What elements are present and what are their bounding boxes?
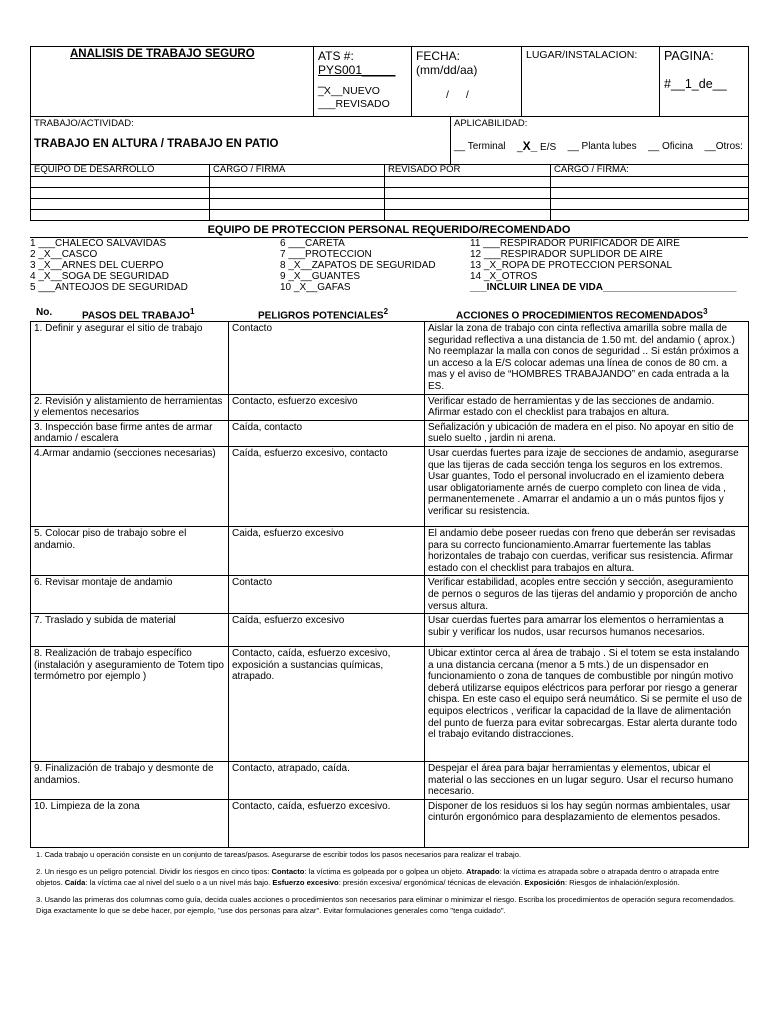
ppe-item: 5 ___ANTEOJOS DE SEGURIDAD: [30, 282, 188, 293]
header-acciones-text: ACCIONES O PROCEDIMIENTOS RECOMENDADOS: [456, 310, 704, 322]
step-action: Despejar el área para bajar herramientas y elementos, ubicar el material o las secciones en un lugar seguro. Usar el recurso humano necesario.: [425, 762, 749, 800]
ppe-item: 11 ___RESPIRADOR PURIFICADOR DE AIRE: [470, 238, 680, 249]
footnote-2-text: 2. Un riesgo es un peligro potencial. Dividir los riesgos en cinco tipos:: [36, 867, 272, 877]
header-acciones-sup: 3: [703, 307, 708, 316]
header-peligros-text: PELIGROS POTENCIALES: [258, 310, 384, 322]
step-row: [31, 394, 749, 420]
footnote-2-term: Atrapado: [466, 867, 500, 877]
ppe-item: 4 _X__SOGA DE SEGURIDAD: [30, 271, 169, 282]
fecha-format: (mm/dd/aa): [416, 63, 478, 77]
step-description: 2. Revisión y alistamiento de herramientas y elementos necesarios: [31, 394, 229, 420]
step-description: 3. Inspección base firme antes de armar andamio / escalera: [31, 420, 229, 446]
ppe-item: 12 ___RESPIRADOR SUPLIDOR DE AIRE: [470, 249, 663, 260]
footnote-2-text: : presión excesiva/ ergonómica/ técnicas de elevación.: [338, 877, 525, 887]
step-hazard: Caída, esfuerzo excesivo, contacto: [229, 446, 425, 526]
step-action: Disponer de los residuos si los hay según normas ambientales, usar cinturón ergonómico para desplazamiento de elementos pesados.: [425, 799, 749, 847]
step-hazard: Contacto: [229, 322, 425, 395]
step-description: 1. Definir y asegurar el sitio de trabajo: [31, 322, 229, 395]
step-action: Ubicar extintor cerca al área de trabajo . Si el totem se esta instalando a una distancia cercana (menor a 5 mts.) de un dispensador en funcionamiento o zona de tanques de combustible por ningún motivo deberá utilizarse equipos eléctricos para perforar por riesgo a generar chispa. En este caso el equipo será neumático. Si se permite el uso de equipos electricos , verificar la capacidad de la llave de alimentación del punto de fuerza para evitar sobrecargas. Estar alerta durante todo el trabajo evitando distracciones.: [425, 647, 749, 762]
step-row: [31, 576, 749, 614]
step-description: 4.Armar andamio (secciones necesarias): [31, 446, 229, 526]
ppe-item: 7 ___PROTECCION: [280, 249, 372, 260]
step-description: 9. Finalización de trabajo y desmonte de andamios.: [31, 762, 229, 800]
ats-label: ATS #:: [318, 49, 354, 63]
ppe-list: [30, 237, 748, 293]
ppe-item: 1 ___CHALECO SALVAVIDAS: [30, 238, 167, 249]
fecha-label: FECHA:: [416, 49, 461, 63]
pagina-label: PAGINA:: [664, 49, 714, 63]
pagina-cell: [660, 47, 749, 117]
footnote-2-text: : Riesgos de inhalación/explosión.: [564, 877, 680, 887]
steps-header: [30, 307, 748, 321]
step-description: 5. Colocar piso de trabajo sobre el andamio.: [31, 526, 229, 575]
step-hazard: Caida, esfuerzo excesivo: [229, 526, 425, 575]
footnote-2-term: Contacto: [271, 867, 305, 877]
step-action: Aislar la zona de trabajo con cinta reflectiva amarilla sobre malla de seguridad reflectiva a una distancia de 1.50 mt. del andamio ( aprox.) No reemplazar la malla con conos de seguridad .. Si están próximos a un acceso a la E/S colocar ademas una línea de conos de 80 cm. a mas y el aviso de “HOMBRES TRABAJANDO” en cada entrada a la ES.: [425, 322, 749, 395]
lugar-label: LUGAR/INSTALACION:: [526, 49, 638, 61]
team-cell[interactable]: [385, 177, 551, 188]
pagina-number: #__1_de__: [664, 77, 727, 91]
steps-header-peligros: [230, 307, 430, 321]
step-action: Verificar estabilidad, acoples entre sección y sección, aseguramiento de pernos o seguros de las tijeras del andamio y proporción de ancho versus altura.: [425, 576, 749, 614]
title-cell: [31, 47, 314, 117]
step-hazard: Contacto, atrapado, caída.: [229, 762, 425, 800]
ppe-item: 6 ___CARETA: [280, 238, 345, 249]
option-terminal: __ Terminal: [454, 140, 506, 152]
team-table: [30, 165, 749, 222]
team-row: [31, 210, 749, 221]
team-cell[interactable]: [210, 199, 385, 210]
document-title: ANALISIS DE TRABAJO SEGURO: [70, 48, 255, 60]
team-header-equipo: EQUIPO DE DESARROLLO: [31, 165, 210, 177]
step-row: [31, 647, 749, 762]
footnote-1: 1. Cada trabajo u operación consiste en un conjunto de tareas/pasos. Asegurarse de escribir todos los pasos necesarios para realizar el trabajo.: [36, 850, 522, 859]
activity-cell: [31, 117, 451, 164]
step-row: [31, 614, 749, 647]
fecha-value: / /: [446, 89, 469, 101]
ppe-item: 10 _X__GAFAS: [280, 282, 351, 293]
ats-number: PYS001_____: [318, 63, 396, 77]
team-cell[interactable]: [31, 188, 210, 199]
header-pasos-sup: 1: [189, 307, 195, 316]
step-hazard: Contacto, caída, esfuerzo excesivo.: [229, 799, 425, 847]
footnote-2-text: : la víctima es golpeada por o golpea un objeto.: [304, 867, 467, 877]
header-pasos-text: PASOS DEL TRABAJO: [82, 310, 190, 322]
team-row: [31, 177, 749, 188]
step-hazard: Caída, esfuerzo excesivo: [229, 614, 425, 647]
option-es-mark: X_: [522, 138, 538, 153]
step-action: El andamio debe poseer ruedas con freno que deberán ser revisadas para su correcto funcionamiento.Amarrar fuertemente las tablas horizontales de trabajo con cuerdas, verificar sus resistencia. Afirmar estado con el checklist para trabajos en altura.: [425, 526, 749, 575]
option-es: [517, 138, 557, 154]
team-cell[interactable]: [551, 210, 749, 221]
team-cell[interactable]: [551, 177, 749, 188]
header-peligros-sup: 2: [383, 307, 389, 316]
ppe-column-1: [30, 238, 280, 293]
step-action: Verificar estado de herramientas y de las secciones de andamio. Afirmar estado con el checklist para trabajos en altura.: [425, 394, 749, 420]
team-cell[interactable]: [210, 188, 385, 199]
header-pasos: [82, 307, 194, 321]
team-row: [31, 199, 749, 210]
lugar-cell: [522, 47, 660, 117]
step-hazard: Caída, contacto: [229, 420, 425, 446]
team-header-cargo: CARGO / FIRMA: [210, 165, 385, 177]
step-description: 7. Traslado y subida de material: [31, 614, 229, 647]
team-cell[interactable]: [31, 210, 210, 221]
team-cell[interactable]: [385, 210, 551, 221]
team-header-revisado: REVISADO POR: [385, 165, 551, 177]
footnote-2-term: Caída: [64, 877, 86, 887]
header-no: No.: [36, 307, 53, 318]
step-row: [31, 799, 749, 847]
footnotes: [36, 850, 736, 923]
fecha-cell: [412, 47, 522, 117]
step-action: Usar cuerdas fuertes para amarrar los elementos o herramientas a subir y verificar los nudos, usar recursos humanos necesarios.: [425, 614, 749, 647]
ats-form: [30, 46, 748, 848]
team-cell[interactable]: [210, 177, 385, 188]
step-description: 8. Realización de trabajo específico (instalación y aseguramiento de Totem tipo termómetro por ejemplo ): [31, 647, 229, 762]
step-description: 10. Limpieza de la zona: [31, 799, 229, 847]
team-cell[interactable]: [551, 199, 749, 210]
step-hazard: Contacto, caída, esfuerzo excesivo, exposición a sustancias químicas, atrapado.: [229, 647, 425, 762]
activity-section: [30, 117, 749, 165]
option-es-label: E/S: [540, 141, 557, 153]
ats-cell: [314, 47, 412, 117]
ats-nuevo: _X__NUEVO: [318, 85, 380, 97]
form-header: [30, 46, 749, 117]
step-row: [31, 446, 749, 526]
step-hazard: Contacto, esfuerzo excesivo: [229, 394, 425, 420]
team-cell[interactable]: [551, 188, 749, 199]
step-action: Usar cuerdas fuertes para izaje de secciones de andamio, asegurarse que las tijeras de cada sección tenga los seguros en los extremos. Usar guantes, Todo el personal involucrado en el izamiento debera usar obligatoriamente arnés de cuerpo completo con linea de vida , permanentemenete . Amarrar el andamio a un o más puntos fijos y verificar su resistencia.: [425, 446, 749, 526]
applicability-label: APLICABILIDAD:: [454, 118, 528, 129]
ats-revisado: ___REVISADO: [318, 98, 390, 110]
ppe-item: 3 _X__ARNES DEL CUERPO: [30, 260, 164, 271]
ppe-item: 2 _X__CASCO: [30, 249, 98, 260]
footnote-3: 3. Usando las primeras dos columnas como guía, decida cuales acciones o procedimientos son necesarios para eliminar o minimizar el riesgo. Escriba los procedimientos de operación segura recomendados. Diga exactamente lo que se debe hacer, por ejemplo, "use dos personas para alzar". Evitar formulaciones generales como "tenga cuidado".: [36, 895, 735, 915]
steps-table: [30, 321, 749, 848]
ppe-item: 13 _X_ROPA DE PROTECCION PERSONAL: [470, 260, 673, 271]
step-row: [31, 526, 749, 575]
option-es-prefix: _: [517, 141, 523, 153]
ppe-item: 14 _X_OTROS: [470, 271, 538, 282]
team-cell[interactable]: [385, 188, 551, 199]
team-cell[interactable]: [31, 177, 210, 188]
team-cell[interactable]: [31, 199, 210, 210]
step-hazard: Contacto: [229, 576, 425, 614]
steps-header-pasos: [30, 307, 230, 321]
team-row: [31, 188, 749, 199]
step-row: [31, 322, 749, 395]
ppe-title: EQUIPO DE PROTECCION PERSONAL REQUERIDO/RECOMENDADO: [207, 224, 571, 236]
footnote-2-text: : la víctima es atrapada sobre o atrapada dentro o atrapada entre objetos.: [36, 867, 719, 887]
footnote-2: [36, 867, 736, 888]
footnote-2-text: : la víctima cae al nivel del suelo o a un nivel más bajo.: [85, 877, 273, 887]
ats-underscore: _: [318, 74, 325, 88]
team-header-cargo-firma: CARGO / FIRMA:: [551, 165, 749, 177]
option-oficina: __ Oficina: [648, 140, 694, 152]
steps-header-acciones: [430, 307, 748, 321]
ppe-column-3: [470, 238, 748, 293]
activity-value: TRABAJO EN ALTURA / TRABAJO EN PATIO: [34, 137, 279, 150]
option-planta: __ Planta lubes: [567, 140, 637, 152]
applicability-options: [454, 138, 745, 154]
ppe-column-2: [280, 238, 470, 293]
option-otros: __Otros:: [704, 140, 743, 152]
footnote-2-term: Esfuerzo excesivo: [272, 877, 339, 887]
step-description: 6. Revisar montaje de andamio: [31, 576, 229, 614]
applicability-cell: [451, 117, 749, 164]
step-row: [31, 420, 749, 446]
activity-label: TRABAJO/ACTIVIDAD:: [34, 118, 134, 129]
ppe-item-linea-de-vida: ___INCLUIR LINEA DE VIDA________________________: [470, 282, 737, 293]
team-cell[interactable]: [210, 210, 385, 221]
footnote-2-term: Exposición: [524, 877, 565, 887]
step-row: [31, 762, 749, 800]
step-action: Señalización y ubicación de madera en el piso. No apoyar en sitio de suelo suelto , jardin ni arena.: [425, 420, 749, 446]
team-cell[interactable]: [385, 199, 551, 210]
ppe-item: 8 _X__ZAPATOS DE SEGURIDAD: [280, 260, 436, 271]
ppe-item: 9 _X__GUANTES: [280, 271, 361, 282]
